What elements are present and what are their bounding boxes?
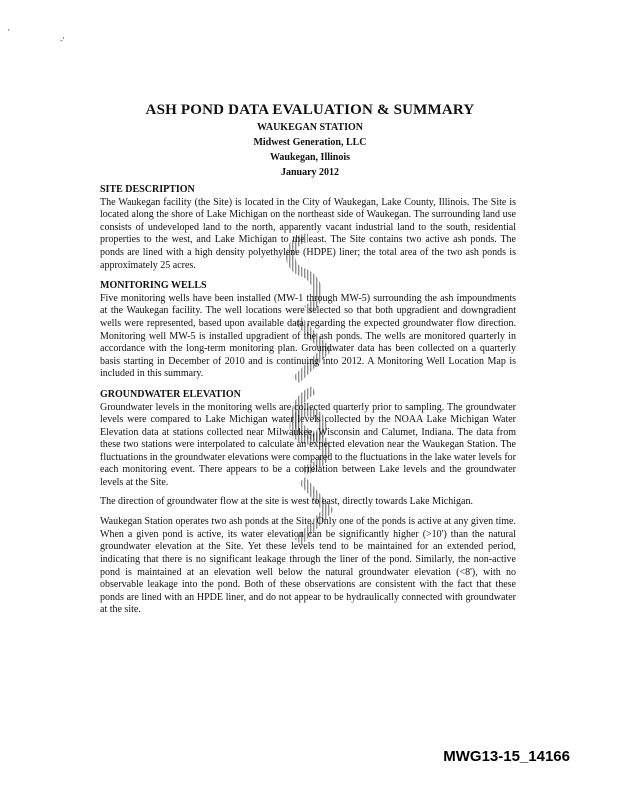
groundwater-paragraph-3: Waukegan Station operates two ash ponds at the Site. Only one of the ponds is active at any given time. When a given pond is active, its water elevation can be significantly higher (>10') than the natural groundwater elevation at the Site. Yet these levels tend to be maintained for an extended period, indicating that there is no significant leakage through the liner of the pond. Similarly, the non-active pond is maintained at an elevation well below the natural groundwater elevation (<8'), with no observable leakage into the pond. Both of these observations are consistent with the fact that these ponds are lined with an HPDE liner, and do not appear to be hydraulically connected with groundwater at the site. <box>100 516 516 616</box>
section-heading-monitoring-wells: MONITORING WELLS <box>100 280 207 292</box>
site-description-paragraph: The Waukegan facility (the Site) is located in the City of Waukegan, Lake County, Illinois. The Site is located along the shore of Lake Michigan on the northeast side of Waukegan. The surrounding land use consists of undeveloped land to the north, apparently vacant industrial land to the south, residential properties to the west, and Lake Michigan to the east. The Site contains two active ash ponds. The ponds are lined with a high density polyethylene (HDPE) liner; the total area of the two ash ponds is approximately 25 acres. <box>100 196 516 271</box>
company-name: Midwest Generation, LLC <box>253 137 367 148</box>
document-body <box>100 184 516 625</box>
groundwater-paragraph-2: The direction of groundwater flow at the site is west to east, directly towards Lake Michigan. <box>100 495 473 507</box>
scan-mark: ' <box>8 28 10 37</box>
document-title: ASH POND DATA EVALUATION & SUMMARY <box>145 102 475 118</box>
station-name: WAUKEGAN STATION <box>256 122 364 133</box>
location: Waukegan, Illinois <box>269 152 351 163</box>
monitoring-wells-paragraph: Five monitoring wells have been installed (MW-1 through MW-5) surrounding the ash impoundments at the Waukegan facility. The well locations were selected so that both upgradient and downgradient wells were represented, based upon available data regarding the expected groundwater flow direction. Monitoring well MW-5 is installed upgradient of the ash ponds. The wells are monitored quarterly in accordance with the long-term monitoring plan. Groundwater data has been collected on a quarterly basis starting in December of 2010 and is continuing into 2012. A Monitoring Well Location Map is included in this summary. <box>100 292 516 380</box>
section-heading-groundwater-elevation: GROUNDWATER ELEVATION <box>100 388 241 400</box>
groundwater-paragraph-1: Groundwater levels in the monitoring wells are collected quarterly prior to sampling. The groundwater levels were compared to Lake Michigan water levels collected by the NOAA Lake Michigan Water Elevation data at stations collected near Milwaukee, Wisconsin and Calumet, Indiana. The data from these two stations were interpolated to calculate an expected elevation near the Waukegan Station. The fluctuations in the groundwater elevations were compared to the fluctuations in the lake water levels for each monitoring event. There appears to be a correlation between Lake levels and the groundwater levels at the Site. <box>100 401 516 489</box>
document-date: January 2012 <box>280 167 340 178</box>
document-number: MWG13-15_14166 <box>443 748 570 765</box>
title-block <box>60 100 560 180</box>
section-heading-site-description: SITE DESCRIPTION <box>100 184 195 195</box>
scan-mark: -' <box>60 36 65 45</box>
